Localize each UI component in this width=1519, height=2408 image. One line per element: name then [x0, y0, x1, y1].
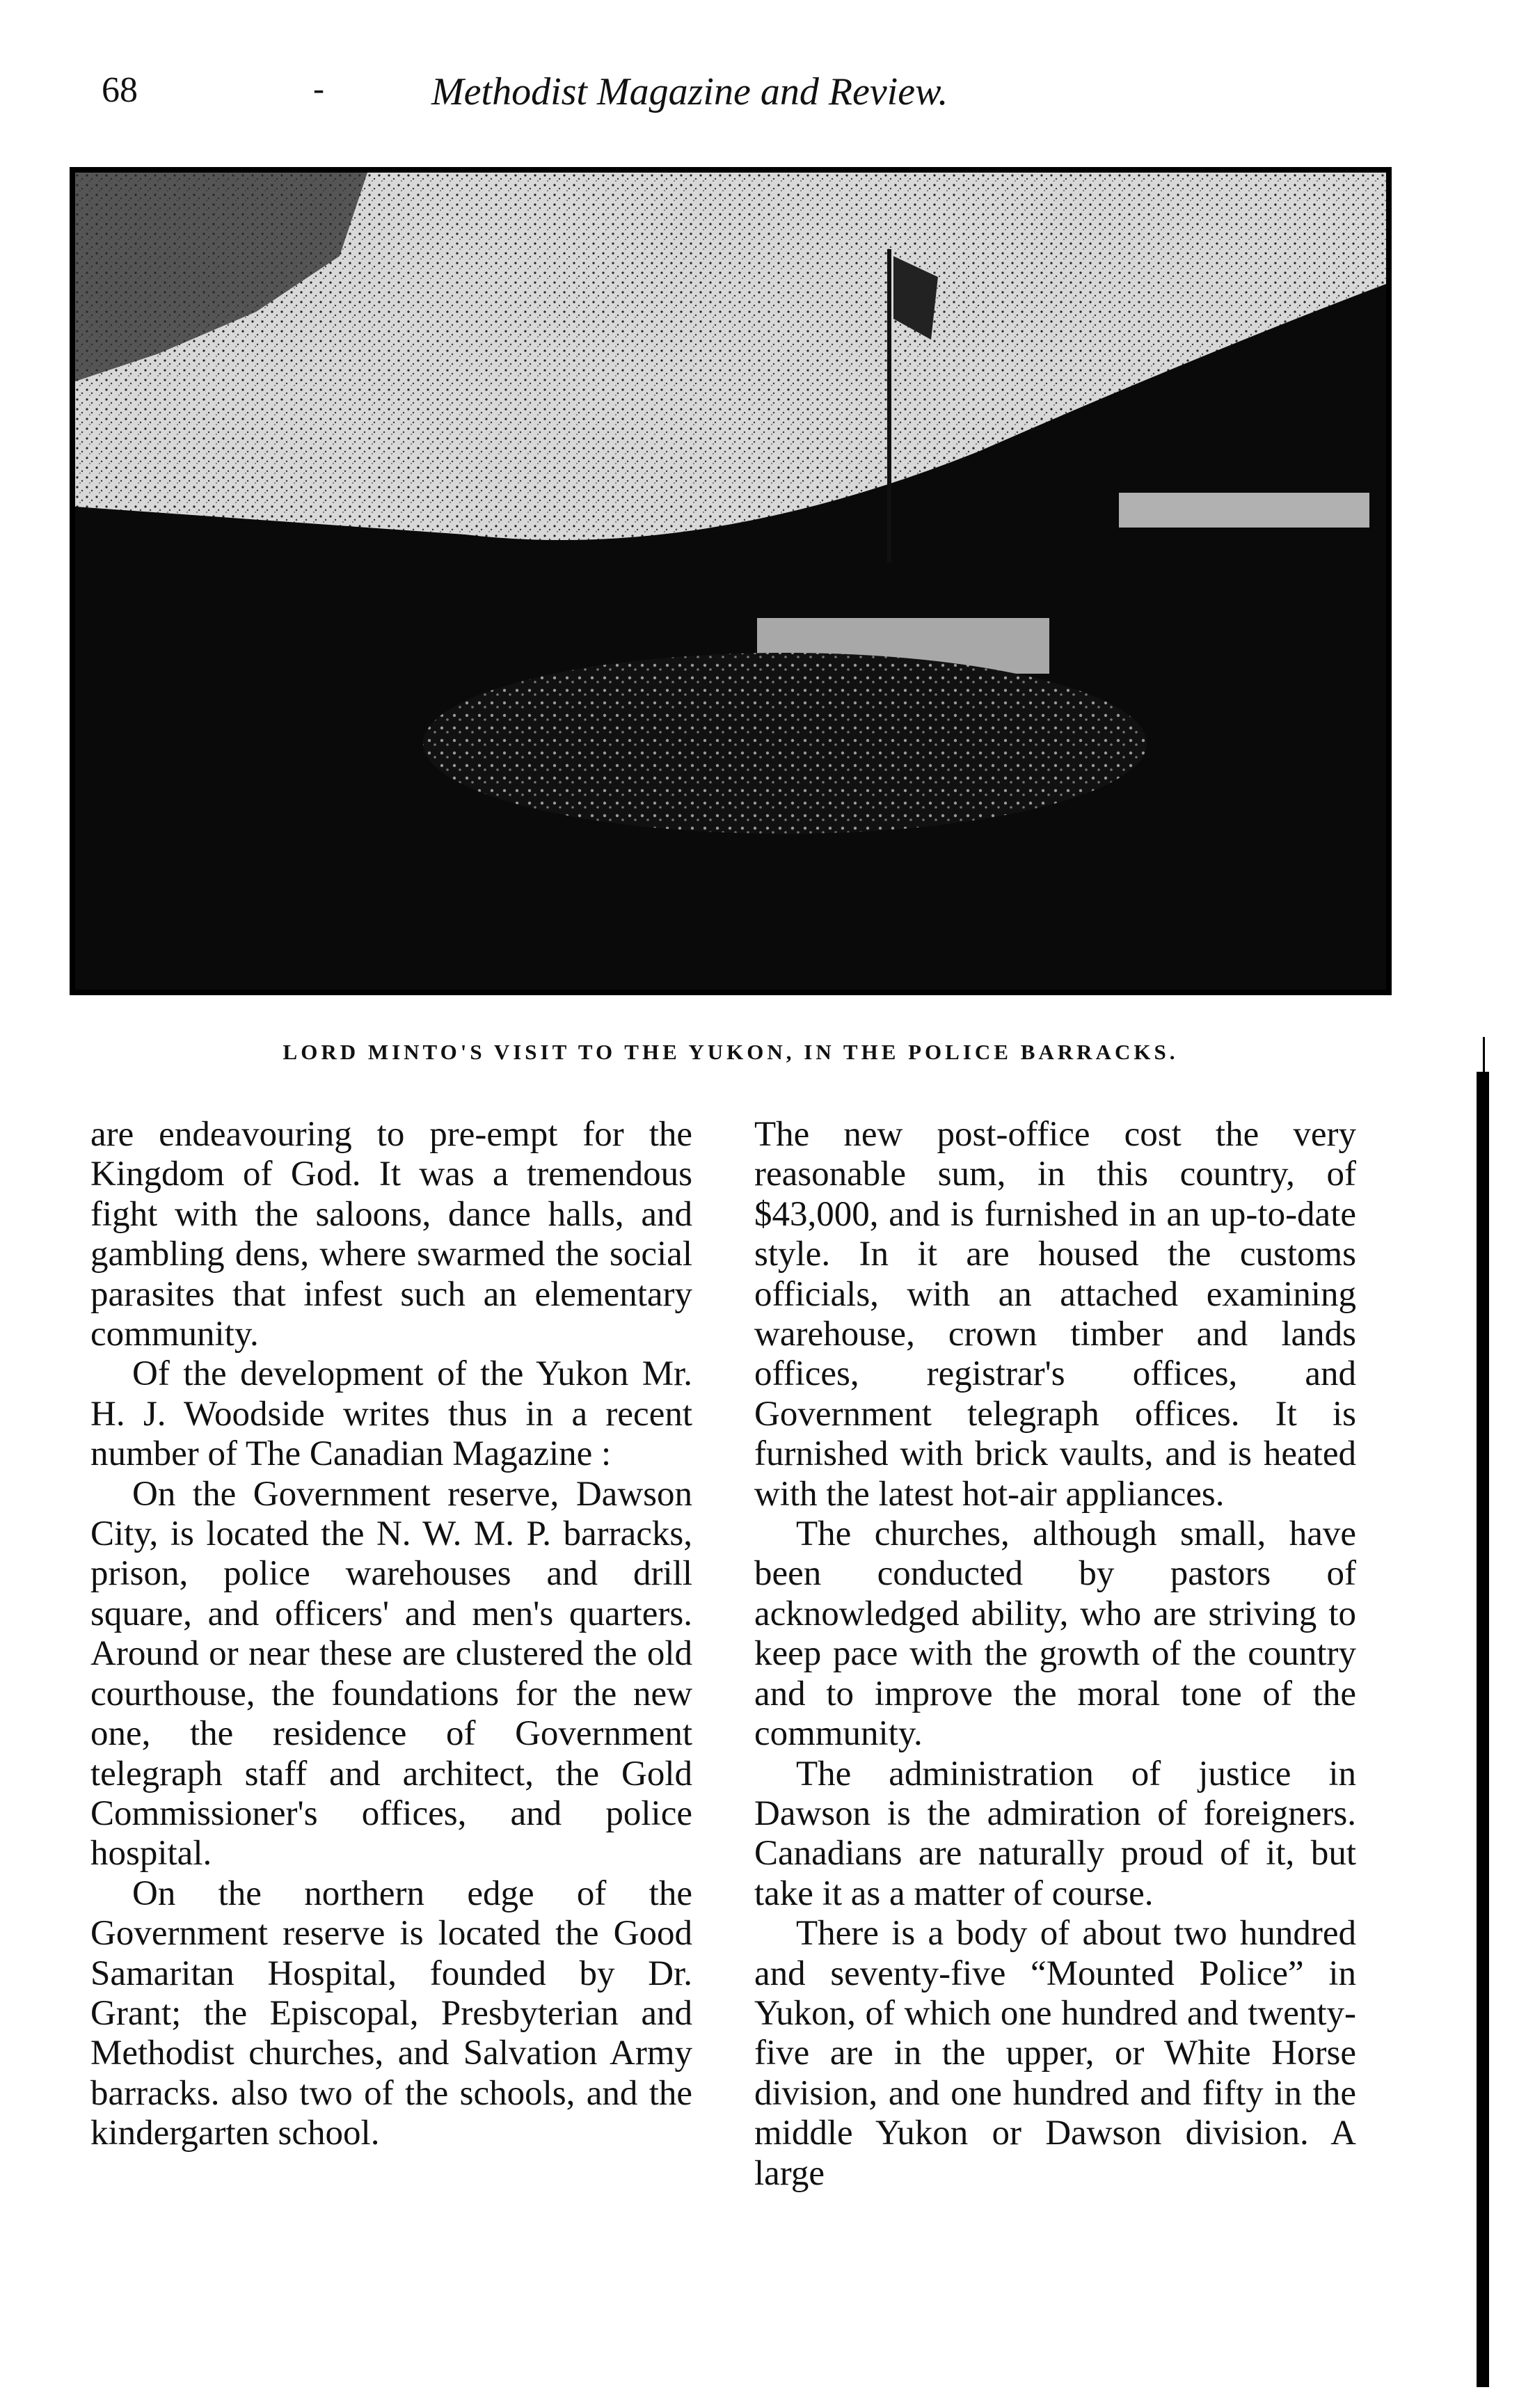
running-title: Methodist Magazine and Review.	[431, 70, 948, 113]
right-paragraph-1: The new post-office cost the very reasonable sum, in this country, of $43,000, and is furnished in an up-to-date style. In it are housed the customs officials, with an attached examining warehouse, crown timber and lands offices, registrar's offices, and Government telegraph offices. It is furnished with brick vaults, and is heated with the latest hot-air appliances.	[754, 1115, 1356, 1514]
photograph-scene	[75, 173, 1386, 990]
header-dash: -	[313, 70, 324, 107]
crowd	[423, 653, 1147, 834]
running-header	[83, 70, 1392, 132]
left-paragraph-4: On the northern edge of the Government reserve is located the Good Samaritan Hospital, founded by Dr. Grant; the Episcopal, Presbyterian and Methodist churches, and Salvation Army barracks. also two of the schools, and the kindergarten school.	[90, 1874, 692, 2153]
right-column	[754, 1115, 1356, 2194]
left-column	[90, 1115, 692, 2154]
right-paragraph-4: There is a body of about two hundred and seventy-five “Mounted Police” in Yukon, of which one hundred and twenty-five are in the upper, or White Horse division, and one hundred and fifty in the middle Yukon or Dawson division. A large	[754, 1914, 1356, 2193]
scan-edge-shadow	[1477, 1072, 1489, 2387]
right-paragraph-2: The churches, although small, have been conducted by pastors of acknowledged ability, who are striving to keep pace with the growth of the country and to improve the moral tone of the community.	[754, 1514, 1356, 1754]
figure-caption: LORD MINTO'S VISIT TO THE YUKON, IN THE POLICE BARRACKS.	[283, 1040, 1179, 1064]
left-paragraph-2: Of the development of the Yukon Mr. H. J. Woodside writes thus in a recent number of The Canadian Magazine :	[90, 1354, 692, 1474]
left-paragraph-3: On the Government reserve, Dawson City, is located the N. W. M. P. barracks, prison, police warehouses and drill square, and officers' and men's quarters. Around or near these are clustered the old courthouse, the foundations for the new one, the residence of Government telegraph staff and architect, the Gold Commissioner's offices, and police hospital.	[90, 1474, 692, 1874]
photograph	[70, 167, 1392, 995]
right-paragraph-3: The administration of justice in Dawson is the admiration of foreigners. Canadians are naturally proud of it, but take it as a matter of course.	[754, 1754, 1356, 1913]
left-paragraph-1: are endeavouring to pre-empt for the Kingdom of God. It was a tremendous fight with the saloons, dance halls, and gambling dens, where swarmed the social parasites that infest such an elementary community.	[90, 1115, 692, 1354]
window-strip	[1119, 493, 1369, 528]
page-number: 68	[102, 70, 138, 110]
